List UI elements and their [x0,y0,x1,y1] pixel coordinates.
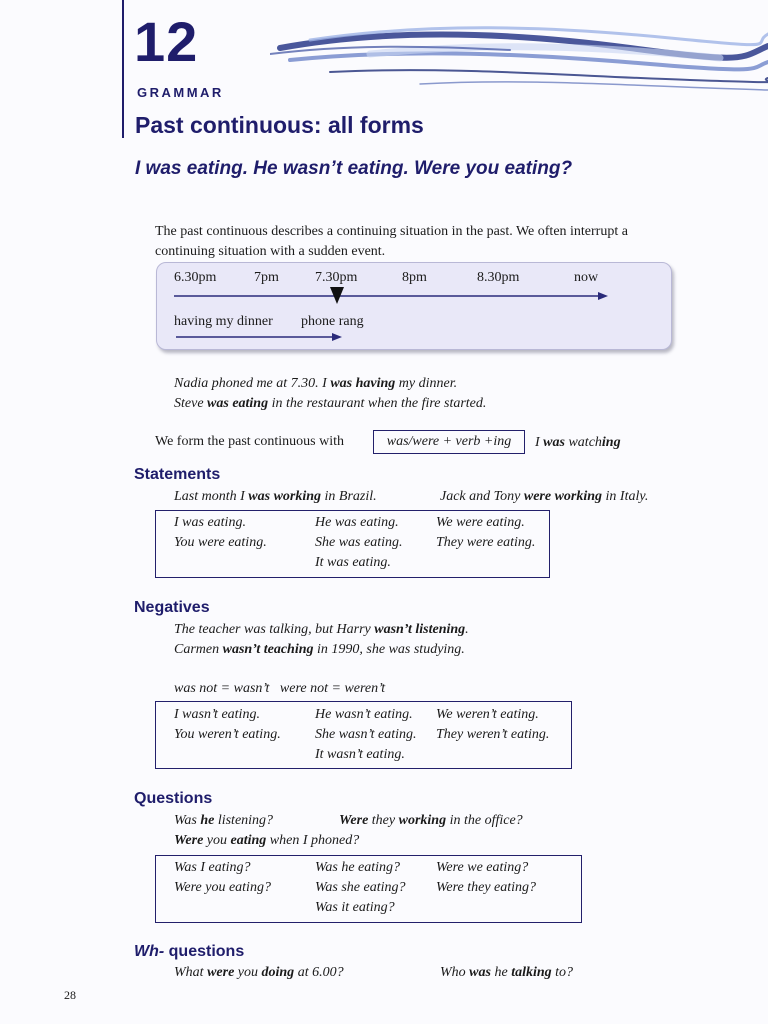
statements-example-1: Last month I was working in Brazil. [174,489,377,504]
statements-col-3: We were eating. They were eating. [436,515,536,550]
formula-text: was/were + verb +ing [386,434,512,449]
questions-col-1: Was I eating? Were you eating? [174,860,271,895]
timeline-time-0: 6.30pm [174,270,217,285]
timeline-time-4: 8.30pm [477,270,520,285]
intro-text [155,222,715,262]
header-swoosh-decoration [270,18,768,110]
form-lead-text: We form the past continuous with [155,434,345,449]
page-subtitle: I was eating. He wasn’t eating. Were you eating? [135,158,573,179]
timeline-time-1: 7pm [254,270,279,285]
contractions-note: was not = wasn’t were not = weren’t [174,681,386,696]
timeline-time-5: now [574,270,599,285]
timeline-duration-arrow [174,330,344,344]
wh-example-1: What were you doing at 6.00? [174,965,344,980]
negatives-example-1: The teacher was talking, but Harry wasn’t listening. [174,622,469,637]
wh-example-2: Who was he talking to? [440,965,574,980]
heading-negatives: Negatives [134,599,210,616]
example-1: Nadia phoned me at 7.30. I was having my dinner. [174,376,458,391]
negatives-col-1: I wasn’t eating. You weren’t eating. [174,707,281,742]
intro-line-1: The past continuous describes a continuing situation in the past. We often interrupt a [155,224,628,239]
header-vertical-rule [122,0,124,138]
heading-statements: Statements [134,466,221,483]
statements-col-2: He was eating. She was eating. It was eating. [315,515,403,570]
section-label: GRAMMAR [137,85,224,100]
heading-wh-questions: Wh- questions [134,943,245,960]
heading-questions: Questions [134,790,213,807]
page-number: 28 [64,988,76,1002]
intro-line-2: continuing situation with a sudden event. [155,244,386,259]
negatives-col-2: He wasn’t eating. She wasn’t eating. It wasn’t eating. [315,707,417,762]
timeline-label-event: phone rang [301,314,364,329]
statements-example-2: Jack and Tony were working in Italy. [440,489,649,504]
questions-example-3: Were you eating when I phoned? [174,833,360,848]
page-title: Past continuous: all forms [135,112,424,138]
timeline-time-2: 7.30pm [315,270,358,285]
questions-example-2: Were they working in the office? [339,813,523,828]
questions-example-1: Was he listening? [174,813,274,828]
negatives-example-2: Carmen wasn’t teaching in 1990, she was studying. [174,642,465,657]
timeline-main-arrow [170,286,610,306]
negatives-col-3: We weren’t eating. They weren’t eating. [436,707,550,742]
timeline-time-3: 8pm [402,270,427,285]
form-example: I was watching [535,435,621,450]
formula-box [373,430,525,454]
questions-col-3: Were we eating? Were they eating? [436,860,537,895]
timeline-label-continuing: having my dinner [174,314,273,329]
questions-col-2: Was he eating? Was she eating? Was it eating? [315,860,406,915]
example-2: Steve was eating in the restaurant when the fire started. [174,396,487,411]
statements-col-1: I was eating. You were eating. [174,515,267,550]
unit-number: 12 [134,10,199,73]
